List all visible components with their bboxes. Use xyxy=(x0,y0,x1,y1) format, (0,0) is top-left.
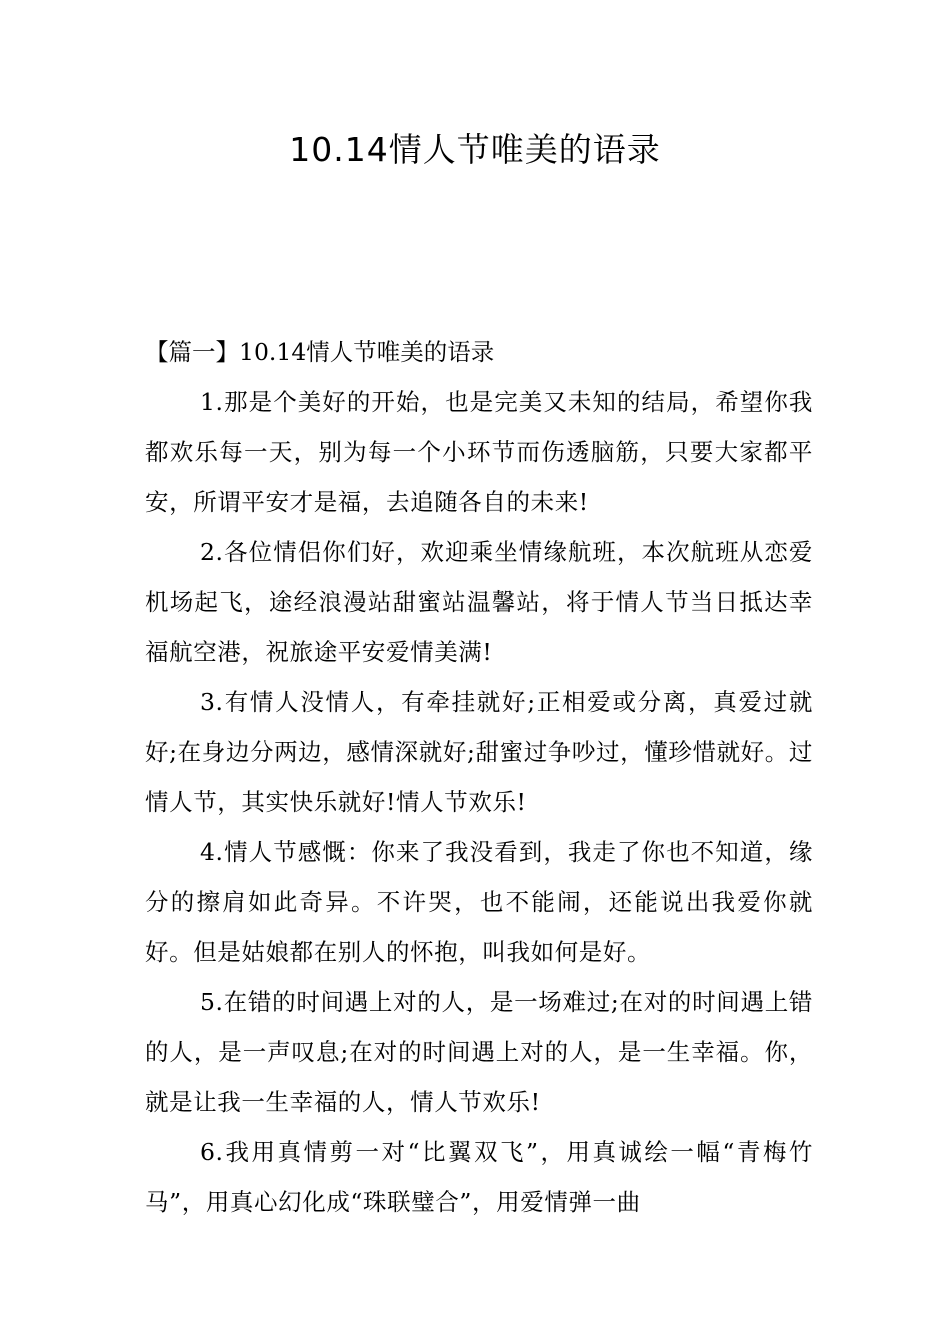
section-heading: 【篇一】10.14情人节唯美的语录 xyxy=(145,338,495,366)
paragraph-1: 1.那是个美好的开始，也是完美又未知的结局，希望你我都欢乐每一天，别为每一个小环节而伤透脑筋，只要大家都平安，所谓平安才是福，去追随各自的未来! xyxy=(145,388,813,516)
document-body xyxy=(145,327,813,1227)
page-title: 10.14情人节唯美的语录 xyxy=(289,130,661,169)
paragraph-4: 4.情人节感慨：你来了我没看到，我走了你也不知道，缘分的擦肩如此奇异。不许哭，也不能闹，还能说出我爱你就好。但是姑娘都在别人的怀抱，叫我如何是好。 xyxy=(145,838,813,966)
paragraph-2: 2.各位情侣你们好，欢迎乘坐情缘航班，本次航班从恋爱机场起飞，途经浪漫站甜蜜站温馨站，将于情人节当日抵达幸福航空港，祝旅途平安爱情美满! xyxy=(145,538,813,666)
paragraph-3: 3.有情人没情人，有牵挂就好;正相爱或分离，真爱过就好;在身边分两边，感情深就好;甜蜜过争吵过，懂珍惜就好。过情人节，其实快乐就好!情人节欢乐! xyxy=(145,688,813,816)
paragraph-6: 6.我用真情剪一对“比翼双飞”，用真诚绘一幅“青梅竹马”，用真心幻化成“珠联璧合”，用爱情弹一曲 xyxy=(145,1138,813,1216)
paragraph-5: 5.在错的时间遇上对的人，是一场难过;在对的时间遇上错的人，是一声叹息;在对的时间遇上对的人，是一生幸福。你，就是让我一生幸福的人，情人节欢乐! xyxy=(145,988,813,1116)
